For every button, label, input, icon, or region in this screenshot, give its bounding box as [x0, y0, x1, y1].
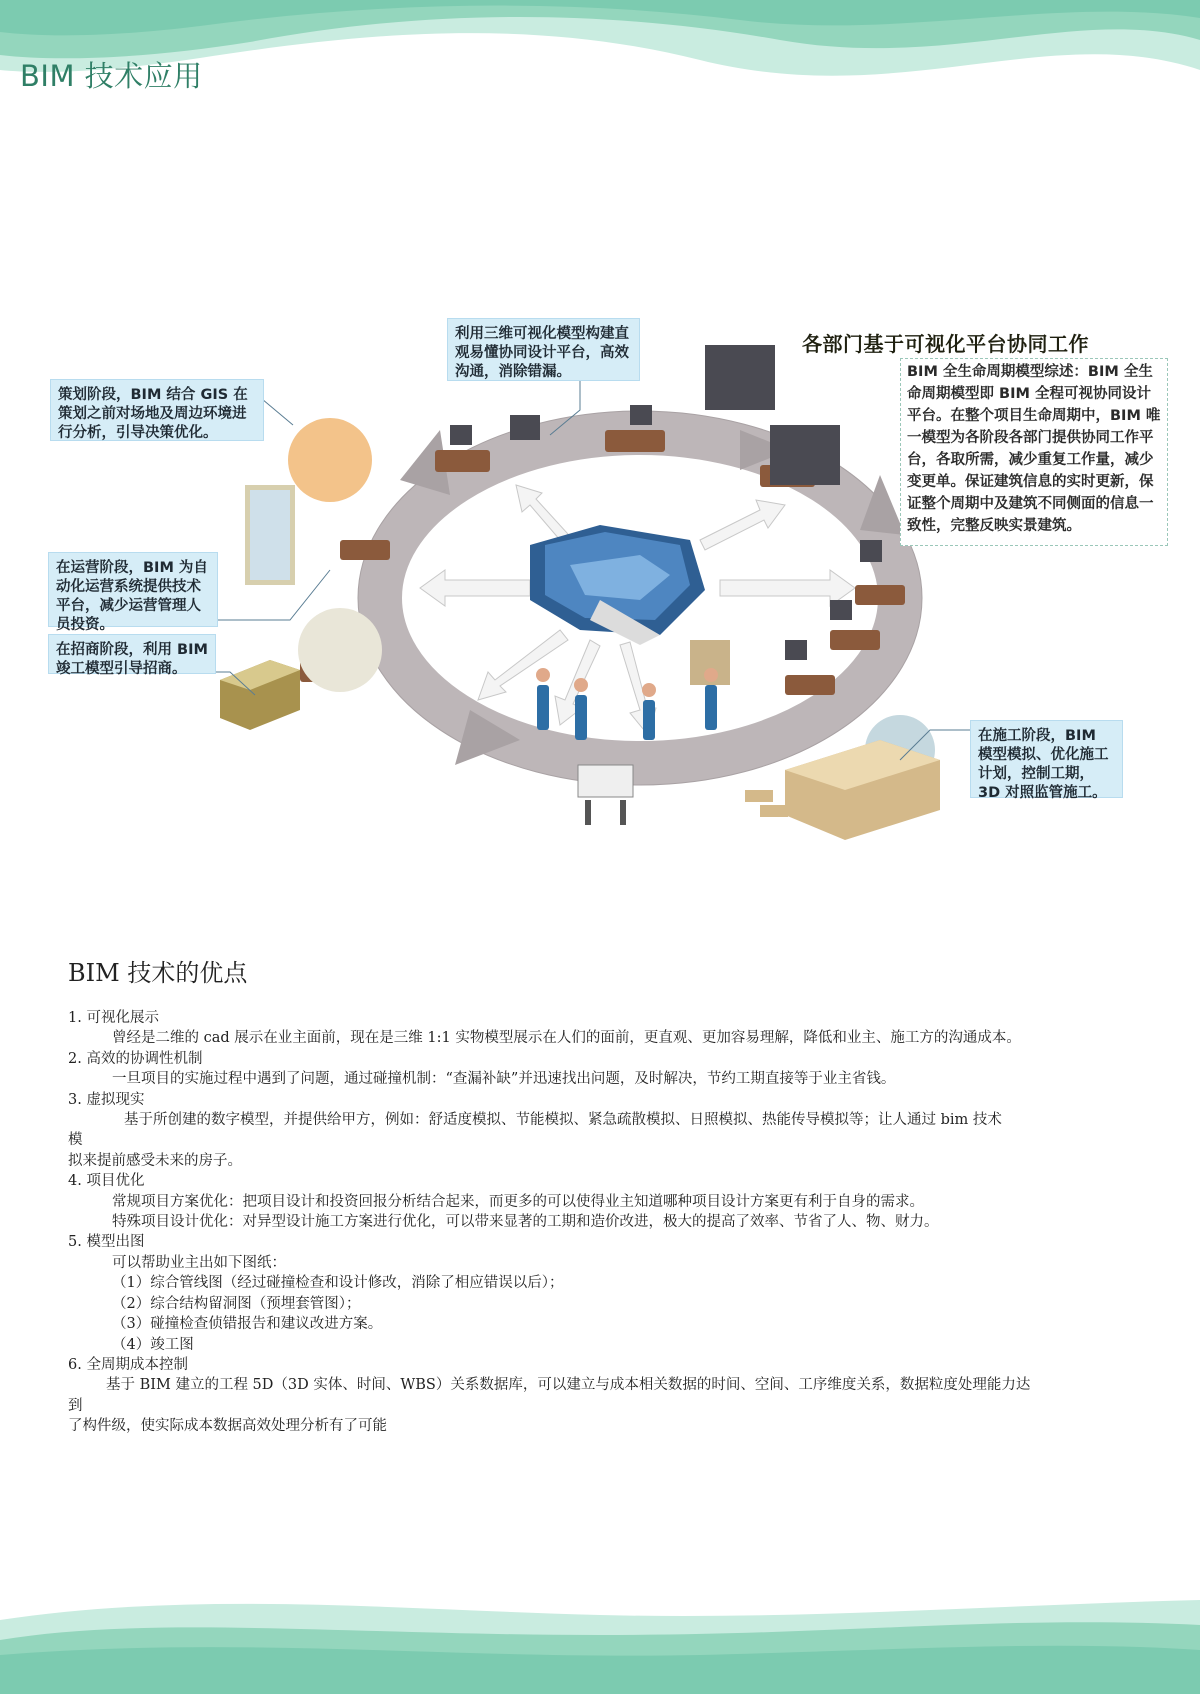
page-title: BIM 技术应用 — [20, 59, 203, 93]
diagram-heading: 各部门基于可视化平台协同工作 — [802, 332, 1089, 356]
leasing-vignette — [298, 608, 382, 692]
bottom-wave — [0, 1580, 1200, 1694]
advantage-line: 可以帮助业主出如下图纸： — [112, 1254, 286, 1271]
diagram-summary: BIM 全生命周期模型综述：BIM 全生命周期模型即 BIM 全程可视协同设计平台。在整个项目生命周期中，BIM 唯一模型为各阶段各部门提供协同工作平台，各取所需，减少重复工作量，减少变更单。保证建筑信息的实时更新，保证整个周期中及建筑不同侧面的信息一致性，完整反映实景建筑。 — [900, 358, 1168, 546]
advantage-line: （4）竣工图 — [112, 1336, 194, 1353]
advantage-line: 一旦项目的实施过程中遇到了问题，通过碰撞机制：“查漏补缺”并迅速找出问题，及时解决，节约工期直接等于业主省钱。 — [112, 1071, 896, 1088]
advantage-line: 了构件级，使实际成本数据高效处理分析有了可能 — [68, 1418, 387, 1435]
small-building — [220, 660, 300, 730]
advantage-line: 5. 模型出图 — [68, 1234, 145, 1251]
advantage-line: 基于所创建的数字模型，并提供给甲方，例如：舒适度模拟、节能模拟、紧急疏散模拟、日照模拟、热能传导模拟等；让人通过 bim 技术 — [124, 1112, 1002, 1129]
monitors — [450, 345, 882, 685]
advantage-line: 模 — [68, 1132, 83, 1149]
advantages-body — [68, 1008, 1158, 1437]
callout-planning: 策划阶段，BIM 结合 GIS 在策划之前对场地及周边环境进行分析，引导决策优化。 — [50, 379, 264, 441]
plotter — [578, 765, 633, 825]
advantage-line: （2）综合结构留洞图（预埋套管图）； — [112, 1295, 361, 1312]
advantage-line: （1）综合管线图（经过碰撞检查和设计修改，消除了相应错误以后）； — [112, 1275, 564, 1292]
advantage-line: 常规项目方案优化：把项目设计和投资回报分析结合起来，而更多的可以使得业主知道哪种项目设计方案更有利于自身的需求。 — [112, 1193, 924, 1210]
advantage-line: 曾经是二维的 cad 展示在业主面前，现在是三维 1:1 实物模型展示在人们的面前，更直观、更加容易理解，降低和业主、施工方的沟通成本。 — [112, 1030, 1021, 1047]
advantage-line: 到 — [68, 1397, 83, 1414]
advantage-line: 3. 虚拟现实 — [68, 1091, 145, 1108]
advantage-line: 4. 项目优化 — [68, 1173, 145, 1190]
central-bim-model — [530, 525, 705, 645]
advantage-line: 2. 高效的协调性机制 — [68, 1050, 203, 1067]
advantage-line: 1. 可视化展示 — [68, 1010, 159, 1026]
advantage-line: （3）碰撞检查侦错报告和建议改进方案。 — [112, 1316, 383, 1333]
advantages-title: BIM 技术的优点 — [68, 959, 248, 987]
callout-leasing: 在招商阶段，利用 BIM 竣工模型引导招商。 — [48, 634, 216, 674]
advantage-line: 特殊项目设计优化：对异型设计施工方案进行优化，可以带来显著的工期和造价改进，极大的提高了效率、节省了人、物、财力。 — [112, 1214, 939, 1231]
planning-vignette — [288, 418, 372, 502]
callout-design: 利用三维可视化模型构建直观易懂协同设计平台，高效沟通，消除错漏。 — [447, 318, 640, 381]
office-tower — [245, 485, 295, 585]
advantage-line: 基于 BIM 建立的工程 5D（3D 实体、时间、WBS）关系数据库，可以建立与成本相关数据的时间、空间、工序维度关系，数据粒度处理能力达 — [106, 1377, 1031, 1394]
advantage-line: 6. 全周期成本控制 — [68, 1356, 188, 1373]
callout-operation: 在运营阶段，BIM 为自动化运营系统提供技术平台，减少运营管理人员投资。 — [48, 552, 218, 627]
callout-construction: 在施工阶段，BIM 模型模拟、优化施工计划，控制工期，3D 对照监管施工。 — [970, 720, 1123, 798]
advantage-line: 拟来提前感受未来的房子。 — [68, 1152, 242, 1169]
